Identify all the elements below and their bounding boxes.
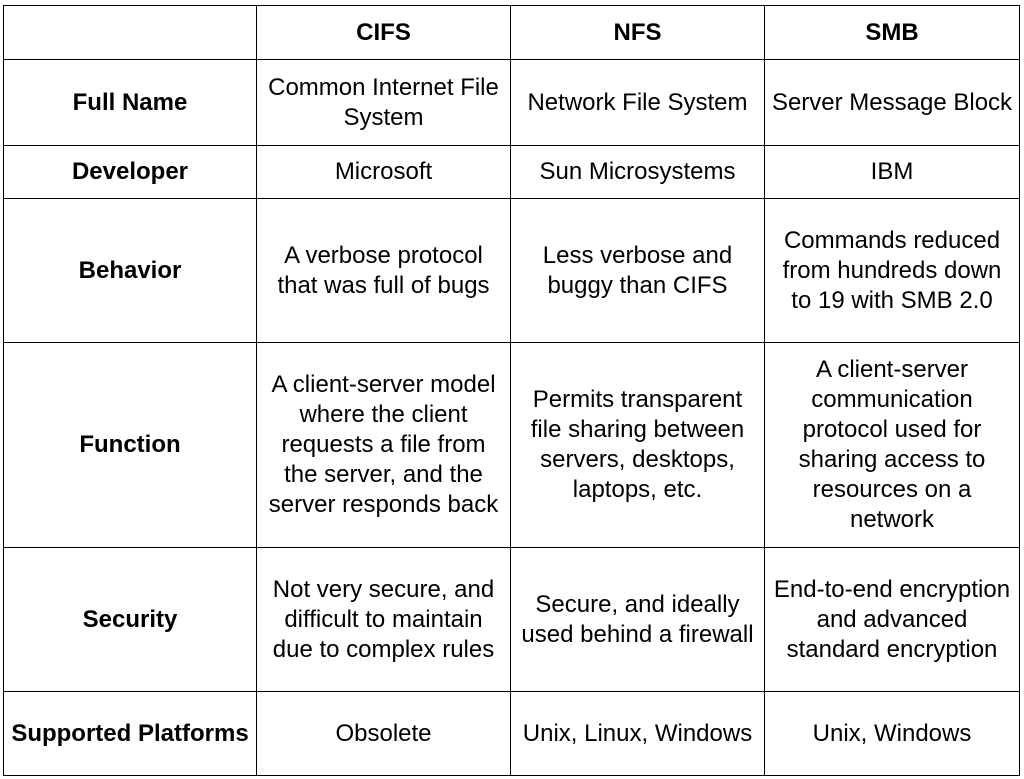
table-cell: Unix, Windows	[765, 692, 1020, 776]
table-cell: A client-server model where the client requests a file from the server, and the server responds back	[257, 343, 511, 548]
table-cell: Not very secure, and difficult to maintain due to complex rules	[257, 548, 511, 692]
column-header-cifs: CIFS	[257, 6, 511, 60]
table-row	[4, 146, 1020, 199]
column-header-smb: SMB	[765, 6, 1020, 60]
table-row	[4, 343, 1020, 548]
header-row	[4, 6, 1020, 60]
table-cell: Commands reduced from hundreds down to 19 with SMB 2.0	[765, 199, 1020, 343]
table-cell: Microsoft	[257, 146, 511, 199]
row-header-developer: Developer	[4, 146, 257, 199]
table-row	[4, 60, 1020, 146]
row-header-behavior: Behavior	[4, 199, 257, 343]
table-cell: Less verbose and buggy than CIFS	[511, 199, 765, 343]
table-cell: Unix, Linux, Windows	[511, 692, 765, 776]
table-cell: Secure, and ideally used behind a firewall	[511, 548, 765, 692]
table-cell: Server Message Block	[765, 60, 1020, 146]
row-header-full-name: Full Name	[4, 60, 257, 146]
table-cell: IBM	[765, 146, 1020, 199]
table-cell: Permits transparent file sharing between servers, desktops, laptops, etc.	[511, 343, 765, 548]
table-cell: End-to-end encryption and advanced standard encryption	[765, 548, 1020, 692]
table-row	[4, 548, 1020, 692]
table-cell: A verbose protocol that was full of bugs	[257, 199, 511, 343]
row-header-security: Security	[4, 548, 257, 692]
column-header-nfs: NFS	[511, 6, 765, 60]
table-cell: Obsolete	[257, 692, 511, 776]
table-row	[4, 199, 1020, 343]
table-row	[4, 692, 1020, 776]
comparison-table	[3, 5, 1020, 776]
table-cell: Common Internet File System	[257, 60, 511, 146]
table-cell: Sun Microsystems	[511, 146, 765, 199]
row-header-supported-platforms: Supported Platforms	[4, 692, 257, 776]
header-corner-cell	[4, 6, 257, 60]
row-header-function: Function	[4, 343, 257, 548]
table-cell: A client-server communication protocol used for sharing access to resources on a network	[765, 343, 1020, 548]
table-cell: Network File System	[511, 60, 765, 146]
